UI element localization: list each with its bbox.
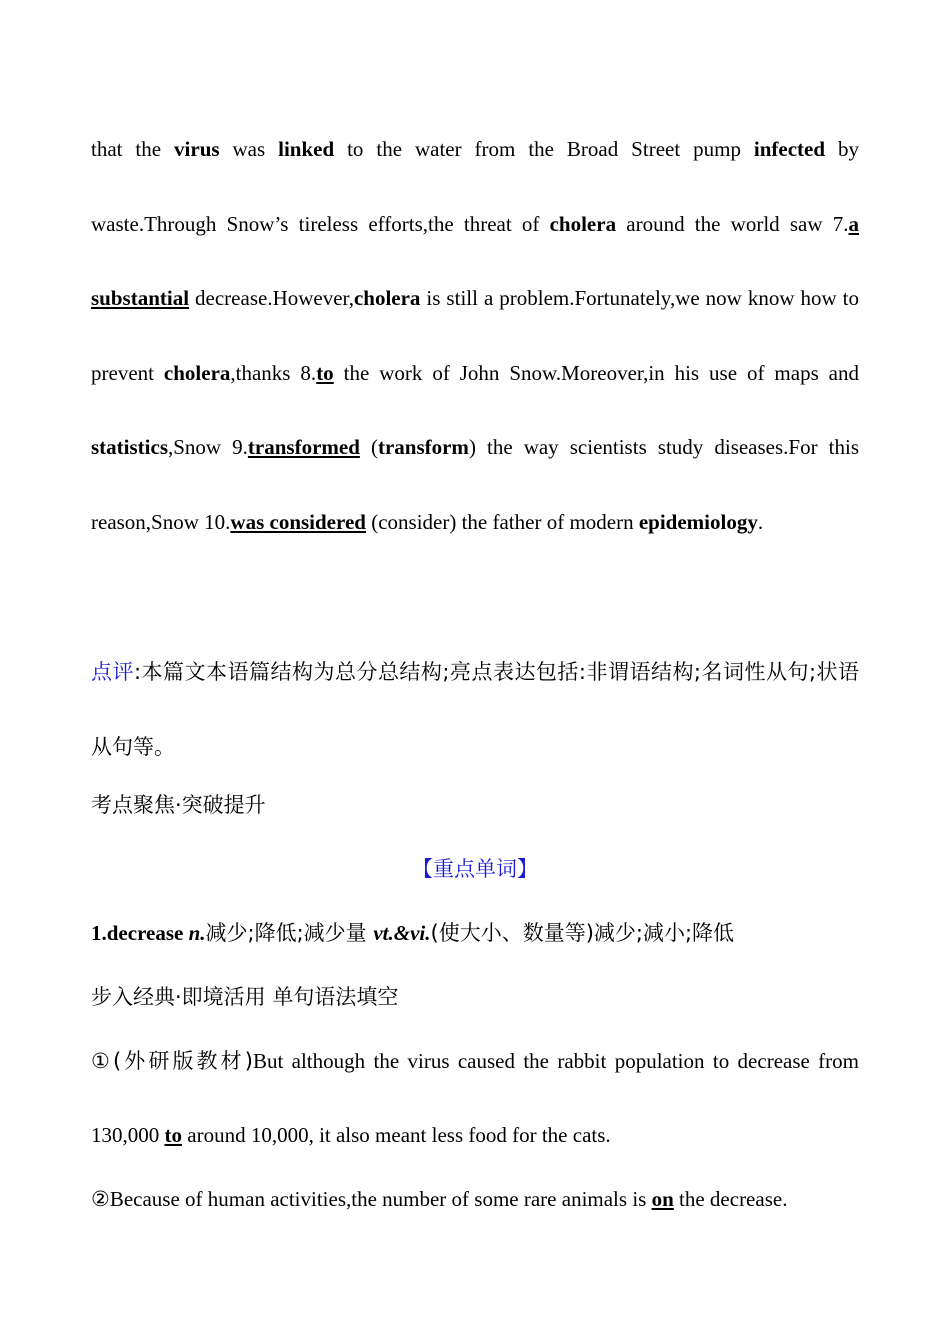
answer-9: transformed <box>247 435 360 460</box>
comment-paragraph <box>91 635 859 785</box>
keyword-infected: infected <box>753 137 826 161</box>
section-title: 考点聚焦·突破提升 <box>91 793 266 817</box>
question-text: Because of human activities,the number of some rare animals is <box>109 1187 652 1211</box>
keyword-statistics: statistics <box>91 435 168 460</box>
text: by waste.Through Snow’s tireless efforts,the threat of <box>91 137 860 236</box>
keyword-virus: virus <box>174 137 220 161</box>
question-2 <box>91 1167 859 1231</box>
text: that the <box>91 137 175 161</box>
passage-text <box>91 112 859 560</box>
entry-definition: 减少;降低;减少量 <box>205 921 374 945</box>
text: around the world saw 7. <box>616 211 849 236</box>
text: was <box>219 137 279 161</box>
answer-10: was considered <box>230 509 366 534</box>
question-text: around 10,000, it also meant less food for the cats. <box>182 1123 611 1147</box>
entry-word: 1.decrease <box>91 921 184 945</box>
answer-q1: to <box>164 1123 182 1147</box>
entry-pos: n. <box>188 921 206 945</box>
comment-label: 点评 <box>91 660 134 684</box>
keyword-epidemiology: epidemiology <box>638 509 758 534</box>
vocab-entry-1 <box>91 901 859 965</box>
entry-pos: vt.&vi. <box>373 921 431 945</box>
comment-text: :本篇文本语篇结构为总分总结构;亮点表达包括:非谓语结构;名词性从句;状语从句等。 <box>91 660 860 759</box>
keyword-cholera: cholera <box>353 286 421 311</box>
keyword-cholera: cholera <box>163 360 231 385</box>
text: ) the way scientists study diseases.For this reason,Snow 10. <box>91 435 859 534</box>
text: is still a problem.Fortunately,we now know how to prevent <box>91 286 860 385</box>
question-text: the decrease. <box>673 1187 788 1211</box>
passage-paragraph <box>91 112 859 635</box>
question-text: But although the virus caused the rabbit population to decrease from 130,000 <box>91 1049 860 1147</box>
question-source: (外研版教材) <box>112 1049 253 1073</box>
document-page <box>91 112 859 1231</box>
text: to the water from the Broad Street pump <box>334 137 754 161</box>
question-number: ① <box>91 1049 113 1073</box>
entry-definition: (使大小、数量等)减少;减小;降低 <box>430 921 735 945</box>
keyword-cholera: cholera <box>549 211 617 236</box>
text: (consider) the father of modern <box>365 509 639 534</box>
text: ,Snow 9. <box>168 435 248 460</box>
answer-7: a substantial <box>91 211 859 311</box>
hint-9: transform <box>377 435 469 460</box>
text: . <box>757 509 764 534</box>
vocab-header: 【重点单词】 <box>412 857 538 881</box>
answer-8: to <box>316 360 334 385</box>
text: decrease.However, <box>189 286 354 311</box>
text: ,thanks 8. <box>230 360 317 385</box>
text: ( <box>359 435 378 460</box>
question-1 <box>91 1024 859 1172</box>
text: the work of John Snow.Moreover,in his use of maps and <box>333 360 859 385</box>
exercise-title: 步入经典·即境活用 单句语法填空 <box>91 985 399 1009</box>
answer-q2: on <box>651 1187 674 1211</box>
keyword-linked: linked <box>278 137 335 161</box>
question-number: ② <box>91 1187 110 1211</box>
